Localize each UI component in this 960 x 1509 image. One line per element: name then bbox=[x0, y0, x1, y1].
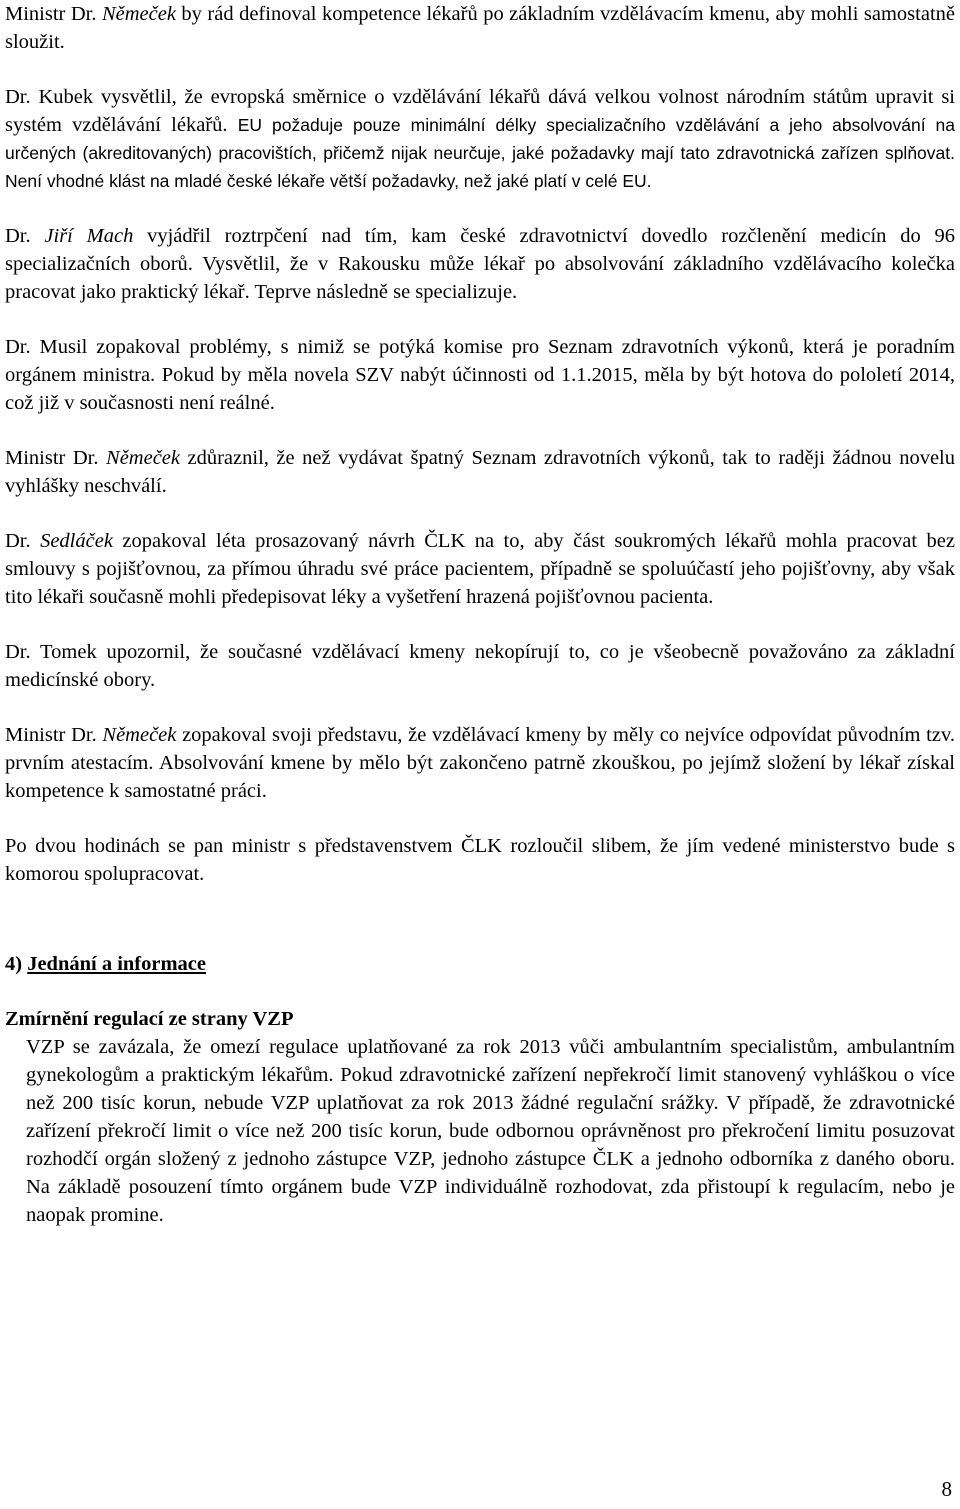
subsection-title: Zmírnění regulací ze strany VZP bbox=[5, 1008, 294, 1030]
paragraph-nemecek-kmeny: Ministr Dr. Němeček zopakoval svoji představu, že vzdělávací kmeny by měly co nejvíce odpovídat původním tzv. prvním atestacím. Absolvování kmene by mělo být zakončeno patrně zkouškou, po jejímž složení by lékař získal kompetence k samostatné práci. bbox=[5, 724, 955, 802]
subsection-body: VZP se zavázala, že omezí regulace uplatňované za rok 2013 vůči ambulantním specialistům, ambulantním gynekologům a praktickým lékařům. Pokud zdravotnické zařízení nepřekročí limit stanovený vyhláškou o více než 200 tisíc korun, nebude VZP uplatňovat za rok 2013 žádné regulační srážky. V případě, že zdravotnické zařízení překročí limit o více než 200 tisíc korun, bude odbornou oprávněnost pro překročení limitu posuzovat rozhodčí orgán složený z jednoho zástupce VZP, jednoho zástupce ČLK a jednoho odborníka z daného oboru. Na základě posouzení tímto orgánem bude VZP individuálně rozhodovat, zda přistoupí k regulacím, nebo je naopak promine. bbox=[26, 1036, 955, 1226]
paragraph-tomek: Dr. Tomek upozornil, že současné vzdělávací kmeny nekopírují to, co je všeobecně považováno za základní medicínské obory. bbox=[5, 641, 955, 691]
paragraph-sedlacek: Dr. Sedláček zopakoval léta prosazovaný návrh ČLK na to, aby část soukromých lékařů mohla pracovat bez smlouvy s pojišťovnou, za přímou úhradu své práce pacientem, případně se spoluúčastí jeho pojišťovny, aby však tito lékaři současně mohli předepisovat léky a vyšetření hrazená pojišťovnou pacienta. bbox=[5, 530, 956, 608]
paragraph-nemecek-kompetence: Ministr Dr. Němeček by rád definoval kompetence lékařů po základním vzdělávacím kmenu, aby mohli samostatně sloužit. bbox=[5, 3, 955, 53]
name-sedlacek: Sedláček bbox=[40, 530, 113, 552]
name-nemecek: Němeček bbox=[101, 3, 176, 25]
eu-requirements-text: EU požaduje pouze minimální délky specializačního vzdělávání a jeho absolvování na určených (akreditovaných) pracovištích, přičemž nijak neurčuje, jaké požadavky mají tato zdravotnická zařízen splňovat. Není vhodné klást na mladé české lékaře větší požadavky, než jaké platí v celé EU. bbox=[5, 115, 955, 191]
paragraph-musil: Dr. Musil zopakoval problémy, s nimiž se potýká komise pro Seznam zdravotních výkonů, která je poradním orgánem ministra. Pokud by měla novela SZV nabýt účinnosti od 1.1.2015, měla by být hotova do pololetí 2014, což již v současnosti není reálné. bbox=[5, 336, 955, 414]
paragraph-kubek: Dr. Kubek vysvětlil, že evropská směrnice o vzdělávání lékařů dává velkou volnost národním státům upravit si systém vzdělávání lékařů. EU požaduje pouze minimální délky specializačního vzdělávání a jeho absolvování na určených (akreditovaných) pracovištích, přičemž nijak neurčuje, jaké požadavky mají tato zdravotnická zařízen splňovat. Není vhodné klást na mladé české lékaře větší požadavky, než jaké platí v celé EU. bbox=[5, 86, 955, 191]
page-number: 8 bbox=[941, 1477, 952, 1501]
paragraph-mach: Dr. Jiří Mach vyjádřil roztrpčení nad tím, kam české zdravotnictví dovedlo rozčlenění medicín do 96 specializačních oborů. Vysvětlil, že v Rakousku může lékař po absolvování základního vzdělávacího kolečka pracovat jako praktický lékař. Teprve následně se specializuje. bbox=[5, 225, 955, 303]
name-mach: Jiří Mach bbox=[44, 225, 134, 247]
name-nemecek: Němeček bbox=[102, 724, 177, 746]
name-nemecek: Němeček bbox=[106, 447, 180, 469]
section-title: Jednání a informace bbox=[27, 953, 206, 975]
paragraph-nemecek-seznam: Ministr Dr. Němeček zdůraznil, že než vydávat špatný Seznam zdravotních výkonů, tak to raději žádnou novelu vyhlášky neschválí. bbox=[5, 447, 955, 497]
paragraph-rozlouceni: Po dvou hodinách se pan ministr s představenstvem ČLK rozloučil slibem, že jím vedené ministerstvo bude s komorou spolupracovat. bbox=[5, 835, 955, 885]
section-heading: 4) Jednání a informace bbox=[5, 953, 206, 975]
document-page bbox=[5, 0, 955, 1229]
